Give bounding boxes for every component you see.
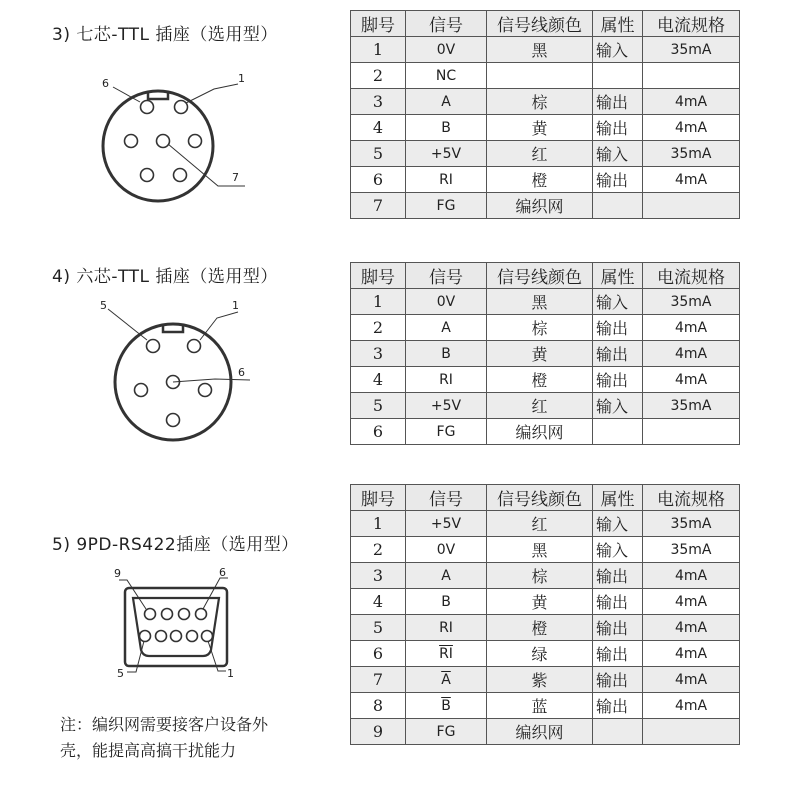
section-title-9pin: 5) 9PD-RS422插座（选用型） xyxy=(52,535,299,555)
table-row xyxy=(351,641,740,667)
cell-signal: $\overline{RI}$ xyxy=(406,641,487,667)
pin-2 xyxy=(187,631,198,642)
cell-color: 蓝 xyxy=(487,693,593,719)
cell-attr xyxy=(593,63,643,89)
table-row xyxy=(351,589,740,615)
label-pin-7: 7 xyxy=(232,171,239,184)
note-line-1: 注：编织网需要接客户设备外 xyxy=(60,715,269,734)
cell-pin: 6 xyxy=(351,419,406,445)
table-row xyxy=(351,141,740,167)
connector-d-face xyxy=(133,598,219,656)
cell-pin: 1 xyxy=(351,289,406,315)
column-header-signal: 信号 xyxy=(406,263,487,289)
label-pin-6: 6 xyxy=(238,366,245,379)
cell-pin: 1 xyxy=(351,511,406,537)
column-header-color: 信号线颜色 xyxy=(487,11,593,37)
cell-current: 4mA xyxy=(643,693,740,719)
cell-signal: $\overline{B}$ xyxy=(406,693,487,719)
column-header-pin: 脚号 xyxy=(351,485,406,511)
cell-current xyxy=(643,193,740,219)
cell-color: 红 xyxy=(487,141,593,167)
table-row xyxy=(351,667,740,693)
label-pin-1: 1 xyxy=(232,299,239,312)
column-header-current: 电流规格 xyxy=(643,11,740,37)
cell-pin: 5 xyxy=(351,393,406,419)
table-row xyxy=(351,167,740,193)
cell-pin: 2 xyxy=(351,537,406,563)
cell-signal: RI xyxy=(406,167,487,193)
cell-attr: 输出 xyxy=(593,167,643,193)
cell-attr: 输出 xyxy=(593,667,643,693)
cell-color: 绿 xyxy=(487,641,593,667)
cell-current: 4mA xyxy=(643,167,740,193)
cell-color: 棕 xyxy=(487,563,593,589)
cell-current: 4mA xyxy=(643,563,740,589)
cell-current xyxy=(643,719,740,745)
table-header-row xyxy=(351,263,740,289)
pin-9 xyxy=(145,609,156,620)
cell-current: 35mA xyxy=(643,393,740,419)
section-title-7pin: 3) 七芯-TTL 插座（选用型） xyxy=(52,25,278,45)
label-pin-5: 5 xyxy=(117,667,124,680)
cell-current: 35mA xyxy=(643,37,740,63)
pin-7 xyxy=(179,609,190,620)
table-row xyxy=(351,289,740,315)
cell-signal: B xyxy=(406,589,487,615)
cell-attr: 输出 xyxy=(593,641,643,667)
column-header-color: 信号线颜色 xyxy=(487,485,593,511)
cell-color: 黑 xyxy=(487,37,593,63)
pin-3 xyxy=(171,631,182,642)
connector-9pin-diagram xyxy=(0,0,330,700)
column-header-current: 电流规格 xyxy=(643,263,740,289)
cell-attr: 输出 xyxy=(593,315,643,341)
table-row xyxy=(351,341,740,367)
cell-signal: 0V xyxy=(406,289,487,315)
cell-pin: 7 xyxy=(351,193,406,219)
table-row xyxy=(351,393,740,419)
cell-attr: 输出 xyxy=(593,589,643,615)
table-row xyxy=(351,63,740,89)
column-header-attr: 属性 xyxy=(593,485,643,511)
cell-color: 黄 xyxy=(487,341,593,367)
cell-attr xyxy=(593,193,643,219)
cell-color: 橙 xyxy=(487,167,593,193)
cell-color: 编织网 xyxy=(487,419,593,445)
cell-current: 35mA xyxy=(643,289,740,315)
table-header-row xyxy=(351,11,740,37)
cell-attr: 输出 xyxy=(593,563,643,589)
cell-color: 棕 xyxy=(487,89,593,115)
cell-current: 4mA xyxy=(643,589,740,615)
cell-current: 4mA xyxy=(643,315,740,341)
cell-signal: 0V xyxy=(406,537,487,563)
cell-color: 黑 xyxy=(487,537,593,563)
label-pin-9: 9 xyxy=(114,567,121,580)
cell-pin: 3 xyxy=(351,341,406,367)
cell-attr xyxy=(593,419,643,445)
cell-attr: 输出 xyxy=(593,89,643,115)
column-header-attr: 属性 xyxy=(593,263,643,289)
label-pin-6: 6 xyxy=(102,77,109,90)
cell-attr: 输入 xyxy=(593,37,643,63)
cell-color: 橙 xyxy=(487,615,593,641)
cell-signal: B xyxy=(406,341,487,367)
cell-attr: 输入 xyxy=(593,537,643,563)
cell-attr: 输出 xyxy=(593,615,643,641)
cell-signal: +5V xyxy=(406,141,487,167)
cell-attr: 输入 xyxy=(593,289,643,315)
label-pin-5: 5 xyxy=(100,299,107,312)
column-header-attr: 属性 xyxy=(593,11,643,37)
cell-pin: 4 xyxy=(351,589,406,615)
cell-color: 黄 xyxy=(487,115,593,141)
cell-signal: FG xyxy=(406,419,487,445)
table-row xyxy=(351,419,740,445)
cell-current: 4mA xyxy=(643,115,740,141)
table-row xyxy=(351,89,740,115)
table-row xyxy=(351,315,740,341)
cell-color: 编织网 xyxy=(487,719,593,745)
pin-4 xyxy=(156,631,167,642)
cell-color: 红 xyxy=(487,511,593,537)
column-header-signal: 信号 xyxy=(406,485,487,511)
cell-attr: 输出 xyxy=(593,367,643,393)
cell-pin: 3 xyxy=(351,563,406,589)
cell-color: 黑 xyxy=(487,289,593,315)
cell-signal: +5V xyxy=(406,511,487,537)
cell-current: 4mA xyxy=(643,641,740,667)
cell-current: 4mA xyxy=(643,615,740,641)
section-title-6pin: 4) 六芯-TTL 插座（选用型） xyxy=(52,267,278,287)
pin-1 xyxy=(202,631,213,642)
label-pin-1: 1 xyxy=(238,72,245,85)
cell-pin: 5 xyxy=(351,615,406,641)
label-pin-1: 1 xyxy=(227,667,234,680)
cell-pin: 2 xyxy=(351,63,406,89)
column-header-color: 信号线颜色 xyxy=(487,263,593,289)
cell-pin: 5 xyxy=(351,141,406,167)
cell-current: 35mA xyxy=(643,141,740,167)
cell-signal: $\overline{A}$ xyxy=(406,667,487,693)
table-row xyxy=(351,537,740,563)
table-row xyxy=(351,719,740,745)
cell-signal: 0V xyxy=(406,37,487,63)
cell-current: 4mA xyxy=(643,367,740,393)
pin-5 xyxy=(140,631,151,642)
cell-current: 4mA xyxy=(643,89,740,115)
cell-signal: RI xyxy=(406,367,487,393)
cell-color: 棕 xyxy=(487,315,593,341)
pin-table-9pin xyxy=(350,484,740,745)
cell-pin: 2 xyxy=(351,315,406,341)
cell-color: 黄 xyxy=(487,589,593,615)
table-row xyxy=(351,37,740,63)
cell-color: 橙 xyxy=(487,367,593,393)
table-row xyxy=(351,367,740,393)
pin-table-7pin xyxy=(350,10,740,219)
cell-signal: +5V xyxy=(406,393,487,419)
column-header-current: 电流规格 xyxy=(643,485,740,511)
cell-attr: 输出 xyxy=(593,341,643,367)
cell-signal: NC xyxy=(406,63,487,89)
cell-signal: A xyxy=(406,315,487,341)
cell-attr: 输入 xyxy=(593,511,643,537)
pin-table-6pin xyxy=(350,262,740,445)
cell-pin: 1 xyxy=(351,37,406,63)
table-row xyxy=(351,563,740,589)
cell-signal: FG xyxy=(406,193,487,219)
column-header-pin: 脚号 xyxy=(351,11,406,37)
cell-current xyxy=(643,419,740,445)
cell-pin: 6 xyxy=(351,641,406,667)
cell-attr: 输入 xyxy=(593,393,643,419)
cell-pin: 4 xyxy=(351,367,406,393)
cell-color xyxy=(487,63,593,89)
table-row xyxy=(351,115,740,141)
table-row xyxy=(351,193,740,219)
cell-current: 4mA xyxy=(643,667,740,693)
table-header-row xyxy=(351,485,740,511)
cell-signal: A xyxy=(406,89,487,115)
cell-attr: 输入 xyxy=(593,141,643,167)
cell-pin: 3 xyxy=(351,89,406,115)
cell-pin: 8 xyxy=(351,693,406,719)
cell-pin: 7 xyxy=(351,667,406,693)
cell-attr: 输出 xyxy=(593,693,643,719)
note-line-2: 壳，能提高高搞干扰能力 xyxy=(60,741,237,760)
note xyxy=(60,712,268,764)
cell-signal: A xyxy=(406,563,487,589)
cell-signal: RI xyxy=(406,615,487,641)
cell-pin: 9 xyxy=(351,719,406,745)
pin-8 xyxy=(162,609,173,620)
cell-current: 35mA xyxy=(643,537,740,563)
table-row xyxy=(351,615,740,641)
column-header-signal: 信号 xyxy=(406,11,487,37)
cell-pin: 4 xyxy=(351,115,406,141)
table-row xyxy=(351,511,740,537)
table-row xyxy=(351,693,740,719)
cell-signal: FG xyxy=(406,719,487,745)
cell-current: 35mA xyxy=(643,511,740,537)
cell-pin: 6 xyxy=(351,167,406,193)
cell-current: 4mA xyxy=(643,341,740,367)
cell-signal: B xyxy=(406,115,487,141)
pin-6 xyxy=(196,609,207,620)
cell-color: 紫 xyxy=(487,667,593,693)
cell-current xyxy=(643,63,740,89)
label-pin-6: 6 xyxy=(219,566,226,579)
cell-color: 红 xyxy=(487,393,593,419)
cell-attr: 输出 xyxy=(593,115,643,141)
cell-color: 编织网 xyxy=(487,193,593,219)
cell-attr xyxy=(593,719,643,745)
column-header-pin: 脚号 xyxy=(351,263,406,289)
